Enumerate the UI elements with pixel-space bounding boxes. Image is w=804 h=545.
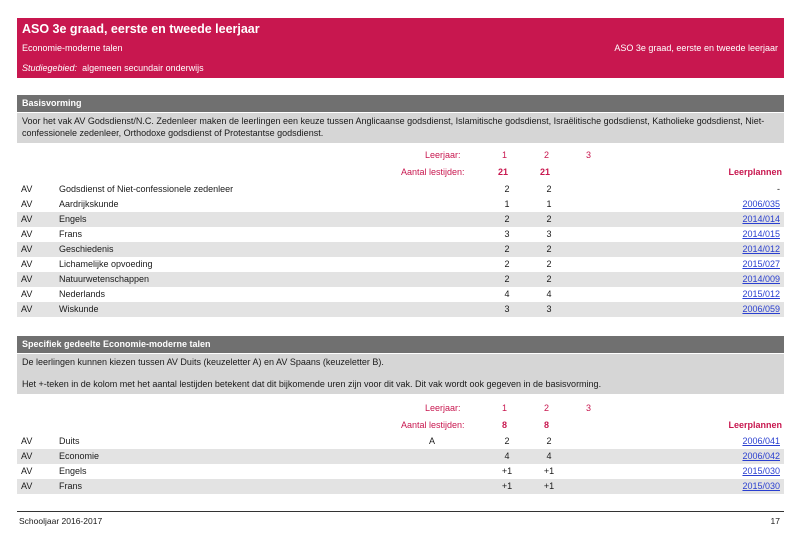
hours-year-2: 2: [546, 436, 552, 446]
curriculum-link[interactable]: 2015/012: [742, 289, 780, 299]
table-row: [17, 479, 784, 494]
curriculum-link[interactable]: 2015/027: [742, 259, 780, 269]
hours-year-1: 2: [504, 184, 510, 194]
leerjaar-label: Leerjaar:: [425, 150, 461, 160]
section-note-basisvorming: Voor het vak AV Godsdienst/N.C. Zedenleer maken de leerlingen een keuze tussen Anglicaanse godsdienst, Islamitische godsdienst, Israëlitische godsdienst, Katholieke godsdienst, Niet-confessionele zedenleer, Orthodoxe godsdienst of Protestantse godsdienst.: [17, 113, 784, 143]
year-1-header: 1: [502, 150, 508, 160]
course-name: Engels: [59, 214, 87, 224]
hours-year-1: +1: [501, 466, 513, 476]
study-area: [22, 63, 204, 73]
total-year-2: 21: [540, 167, 551, 177]
lestijden-label: Aantal lestijden:: [401, 420, 465, 430]
course-name: Wiskunde: [59, 304, 99, 314]
study-area-value: algemeen secundair onderwijs: [82, 63, 204, 73]
hours-year-1: 3: [504, 229, 510, 239]
course-type: AV: [21, 289, 33, 299]
course-name: Natuurwetenschappen: [59, 274, 150, 284]
year-3-header: 3: [586, 150, 592, 160]
curriculum-link[interactable]: 2015/030: [742, 481, 780, 491]
leerplannen-header: Leerplannen: [728, 420, 782, 430]
curriculum-link[interactable]: 2006/041: [742, 436, 780, 446]
course-type: AV: [21, 214, 33, 224]
hours-year-2: 2: [546, 259, 552, 269]
table-row: [17, 302, 784, 317]
page-number: 17: [770, 516, 780, 526]
course-name: Aardrijkskunde: [59, 199, 119, 209]
leerplannen-header: Leerplannen: [728, 167, 782, 177]
choice-note: De leerlingen kunnen kiezen tussen AV Duits (keuzeletter A) en AV Spaans (keuzeletter B).: [22, 357, 384, 367]
hours-year-2: 2: [546, 214, 552, 224]
course-name: Nederlands: [59, 289, 106, 299]
hours-year-1: 2: [504, 259, 510, 269]
total-year-2: 8: [544, 420, 550, 430]
table-row: [17, 212, 784, 227]
study-area-label: Studiegebied:: [22, 63, 78, 73]
curriculum-link[interactable]: 2014/012: [742, 244, 780, 254]
leerjaar-label: Leerjaar:: [425, 403, 461, 413]
course-type: AV: [21, 274, 33, 284]
course-type: AV: [21, 259, 33, 269]
table-row: [17, 434, 784, 449]
course-name: Lichamelijke opvoeding: [59, 259, 153, 269]
course-type: AV: [21, 481, 33, 491]
total-year-1: 21: [498, 167, 509, 177]
hours-year-2: 3: [546, 304, 552, 314]
grade-label: ASO 3e graad, eerste en tweede leerjaar: [614, 43, 778, 53]
course-name: Frans: [59, 481, 83, 491]
curriculum-link[interactable]: 2015/030: [742, 466, 780, 476]
course-name: Duits: [59, 436, 80, 446]
table-row: [17, 182, 784, 197]
course-type: AV: [21, 184, 33, 194]
hours-year-2: 2: [546, 244, 552, 254]
plus-sign-note: Het +-teken in de kolom met het aantal lestijden betekent dat dit bijkomende uren zijn voor dit vak. Dit vak wordt ook gegeven in de basisvorming.: [22, 379, 602, 389]
year-1-header: 1: [502, 403, 508, 413]
hours-year-2: 1: [546, 199, 552, 209]
hours-year-1: 2: [504, 436, 510, 446]
page-title: ASO 3e graad, eerste en tweede leerjaar: [22, 22, 260, 36]
hours-year-1: +1: [501, 481, 513, 491]
course-type: AV: [21, 466, 33, 476]
course-type: AV: [21, 244, 33, 254]
study-direction: Economie-moderne talen: [22, 43, 123, 53]
hours-year-1: 2: [504, 274, 510, 284]
hours-year-1: 3: [504, 304, 510, 314]
section-heading-basisvorming: Basisvorming: [17, 95, 784, 112]
table-row: [17, 242, 784, 257]
hours-year-2: 2: [546, 184, 552, 194]
curriculum-link[interactable]: 2006/035: [742, 199, 780, 209]
footer-divider: [17, 511, 784, 512]
section-note-specifiek: [17, 354, 784, 394]
year-3-header: 3: [586, 403, 592, 413]
course-type: AV: [21, 436, 33, 446]
course-name: Economie: [59, 451, 100, 461]
course-type: AV: [21, 451, 33, 461]
hours-year-2: +1: [543, 466, 555, 476]
hours-year-2: +1: [543, 481, 555, 491]
hours-year-1: 4: [504, 451, 510, 461]
hours-year-1: 2: [504, 244, 510, 254]
course-name: Geschiedenis: [59, 244, 114, 254]
hours-year-2: 4: [546, 451, 552, 461]
table-row: [17, 287, 784, 302]
hours-year-1: 2: [504, 214, 510, 224]
table-row: [17, 272, 784, 287]
curriculum-link[interactable]: 2014/014: [742, 214, 780, 224]
table-row: [17, 227, 784, 242]
course-name: Engels: [59, 466, 87, 476]
course-type: AV: [21, 304, 33, 314]
total-year-1: 8: [502, 420, 508, 430]
hours-year-2: 4: [546, 289, 552, 299]
curriculum-link[interactable]: 2014/015: [742, 229, 780, 239]
course-name: Frans: [59, 229, 83, 239]
school-year: Schooljaar 2016-2017: [19, 516, 103, 526]
course-name: Godsdienst of Niet-confessionele zedenleer: [59, 184, 234, 194]
course-type: AV: [21, 229, 33, 239]
hours-year-1: 4: [504, 289, 510, 299]
curriculum-link[interactable]: 2006/042: [742, 451, 780, 461]
table-row: [17, 464, 784, 479]
year-2-header: 2: [544, 150, 550, 160]
table-row: [17, 257, 784, 272]
curriculum-code: -: [777, 184, 780, 194]
table-row: [17, 449, 784, 464]
hours-year-2: 2: [546, 274, 552, 284]
document-header: [17, 18, 784, 78]
hours-year-1: 1: [504, 199, 510, 209]
section-heading-specifiek: Specifiek gedeelte Economie-moderne talen: [17, 336, 784, 353]
choice-letter: A: [429, 436, 436, 446]
lestijden-label: Aantal lestijden:: [401, 167, 465, 177]
curriculum-link[interactable]: 2014/009: [742, 274, 780, 284]
table-row: [17, 197, 784, 212]
course-type: AV: [21, 199, 33, 209]
curriculum-link[interactable]: 2006/059: [742, 304, 780, 314]
hours-year-2: 3: [546, 229, 552, 239]
year-2-header: 2: [544, 403, 550, 413]
